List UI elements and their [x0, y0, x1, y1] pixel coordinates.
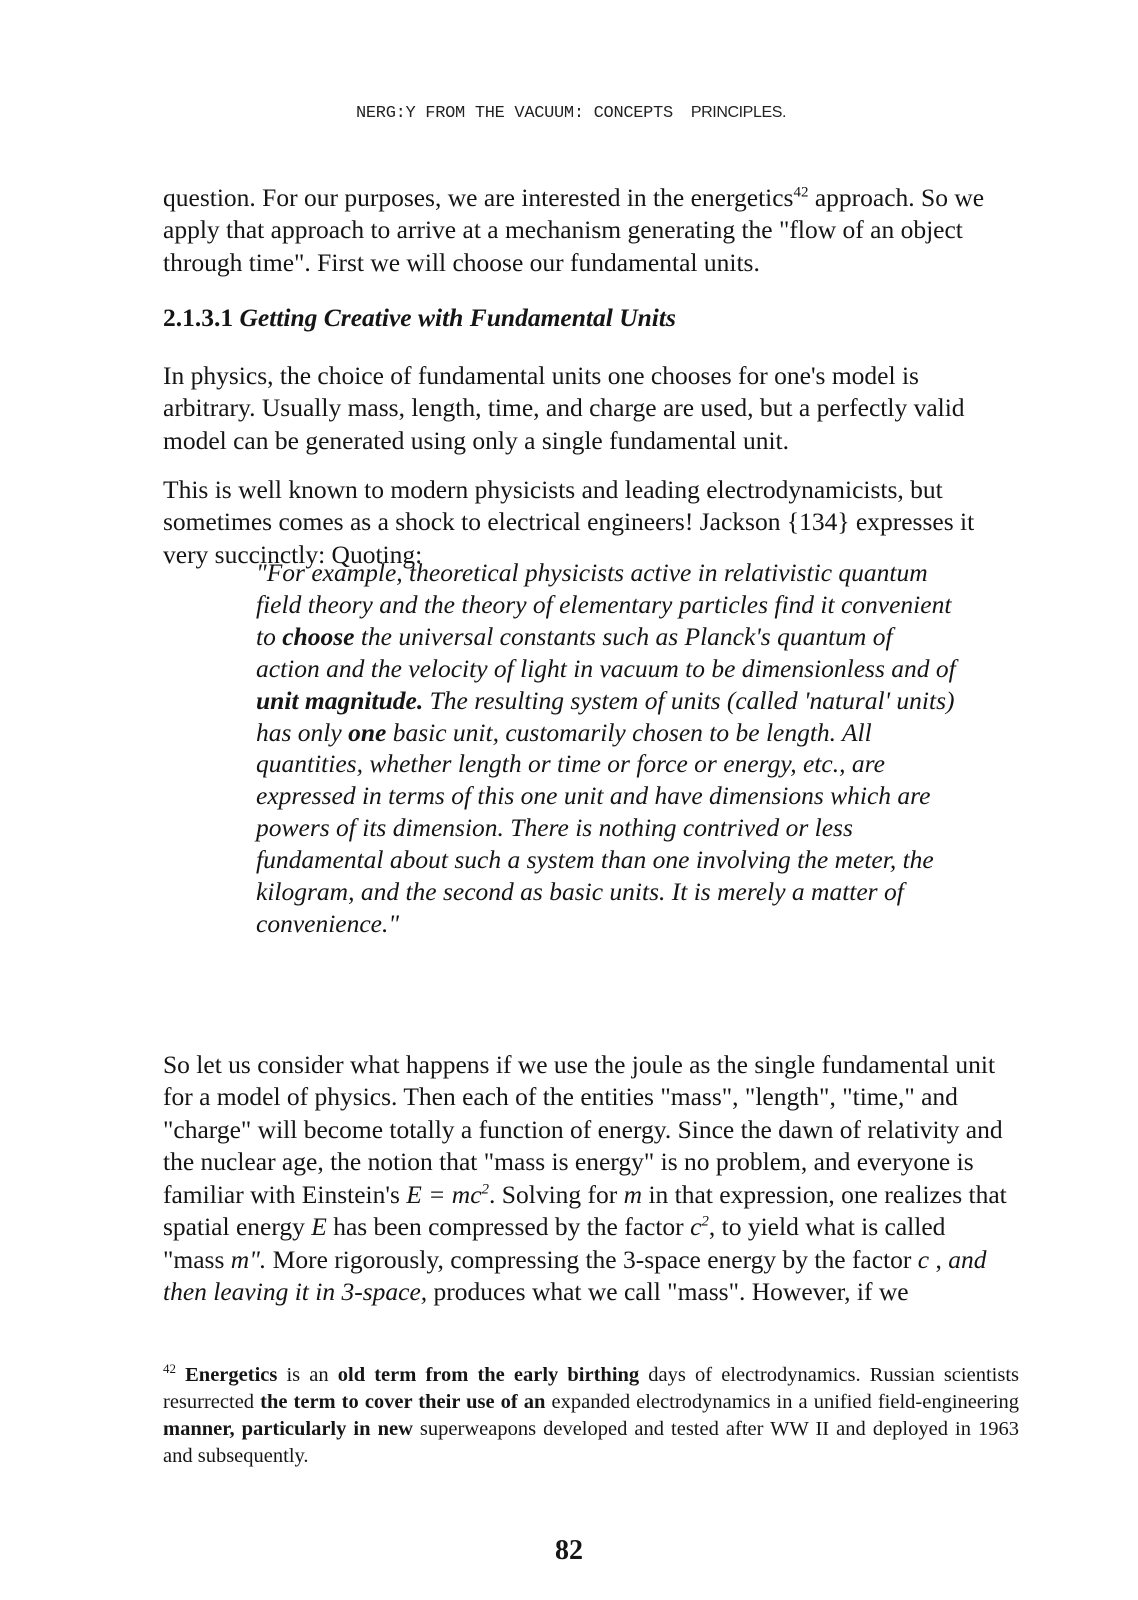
footnote: [163, 1362, 1019, 1470]
symbol-c: c: [690, 1212, 702, 1241]
symbol-m: m: [623, 1179, 643, 1209]
section-heading: [163, 302, 1008, 335]
paragraph-joule: [163, 1049, 1008, 1309]
symbol-c-squared: [690, 1212, 709, 1241]
equation-text: E = mc: [406, 1179, 482, 1209]
footnote-bold: the term to cover their use of an: [260, 1391, 546, 1413]
footnote-text: expanded electrodynamics in a unified field-engineering: [545, 1391, 1019, 1413]
footnote-text: days of electrodynamics. Russian scientists resurrected: [163, 1364, 1019, 1413]
paragraph-text: So let us consider what happens if we use the joule as the single fundamental unit for a model of physics. Then each of the entities "mass", "length", "time," and "charge" will become totally a function of energy. Since the dawn of relativity and the nuclear age, the notion that "mass is energy" is no problem, and everyone is familiar with Einstein's: [163, 1049, 1003, 1209]
symbol-c: c: [917, 1244, 930, 1274]
paragraph-intro-text: question. For our purposes, we are interested in the energetics: [163, 182, 794, 212]
paragraph-text: , to yield what is called "mass: [163, 1212, 946, 1274]
quote-emphasis-one: one: [348, 717, 387, 747]
paragraph-jackson: This is well known to modern physicists and leading electrodynamicists, but sometimes comes as a shock to electrical engineers! Jackson {134} expresses it very succinctly: Quoting:: [163, 474, 975, 569]
paragraph-text: produces what we call "mass". However, if we: [427, 1277, 909, 1306]
paragraph-text: ,: [929, 1244, 949, 1274]
quote-text: the universal constants such as Planck's quantum of action and the velocity of light in vacuum to be dimensionless and of: [256, 621, 956, 683]
footnote-mark: 42: [163, 1361, 176, 1377]
quote-text: basic unit, customarily chosen to be length. All quantities, whether length or time or force or energy, etc., are expressed in terms of this one unit and have dimensions which are powers of its dimension. There is nothing contrived or less fundamental about such a system than one involving the meter, the kilogram, and the second as basic units. It is merely a matter of convenience.": [256, 717, 934, 938]
quote-emphasis-choose: choose: [282, 621, 355, 651]
running-header-right: PRINCIPLES.: [690, 104, 787, 121]
footnote-text: is an: [277, 1364, 338, 1386]
paragraph-fundamental-units: In physics, the choice of fundamental units one chooses for one's model is arbitrary. Usually mass, length, time, and charge are used, but a perfectly valid model can be generated using only a single fundamental unit.: [163, 360, 965, 455]
quote-emphasis-unit-magnitude: unit magnitude.: [256, 685, 424, 715]
footnote-text: superweapons developed and tested after WW II and deployed in 1963 and subsequently.: [163, 1418, 1020, 1467]
equation-exponent: 2: [481, 1181, 490, 1197]
paragraph-text: has been compressed by the factor: [326, 1212, 691, 1241]
block-quote: [256, 557, 956, 940]
symbol-mass-m: m".: [230, 1244, 267, 1274]
running-header: [356, 104, 786, 123]
emphasis-3-space: and then leaving it in 3-space,: [163, 1244, 987, 1306]
paragraph-intro: [163, 182, 1008, 280]
paragraph-intro-text-continued: approach. So we apply that approach to arrive at a mechanism generating the "flow of an object through time". First we will choose our fundamental units.: [163, 182, 985, 277]
footnote-bold: Energetics: [185, 1364, 278, 1386]
page-number: 82: [555, 1535, 583, 1566]
equation-emc2: [406, 1180, 489, 1209]
section-number: 2.1.3.1: [163, 303, 234, 332]
symbol-exponent: 2: [701, 1213, 709, 1230]
paragraph-text: in that expression, one realizes that spatial energy: [163, 1179, 1007, 1241]
section-title: Getting Creative with Fundamental Units: [239, 303, 676, 332]
paragraph-text: . Solving for: [489, 1179, 624, 1209]
quote-text: "For example, theoretical physicists active in relativistic quantum field theory and the theory of elementary particles find it convenient to: [256, 558, 952, 651]
symbol-e: E: [311, 1212, 327, 1241]
footnote-reference: 42: [793, 184, 809, 200]
paragraph-text: More rigorously, compressing the 3-space energy by the factor: [266, 1244, 918, 1274]
quote-text: The resulting system of units (called 'natural' units) has only: [256, 685, 955, 747]
running-header-left: NERG:Y FROM THE VACUUM: CONCEPTS: [356, 104, 673, 123]
footnote-bold: manner, particularly in new: [163, 1418, 413, 1440]
footnote-bold: old term from the early birthing: [337, 1364, 640, 1386]
